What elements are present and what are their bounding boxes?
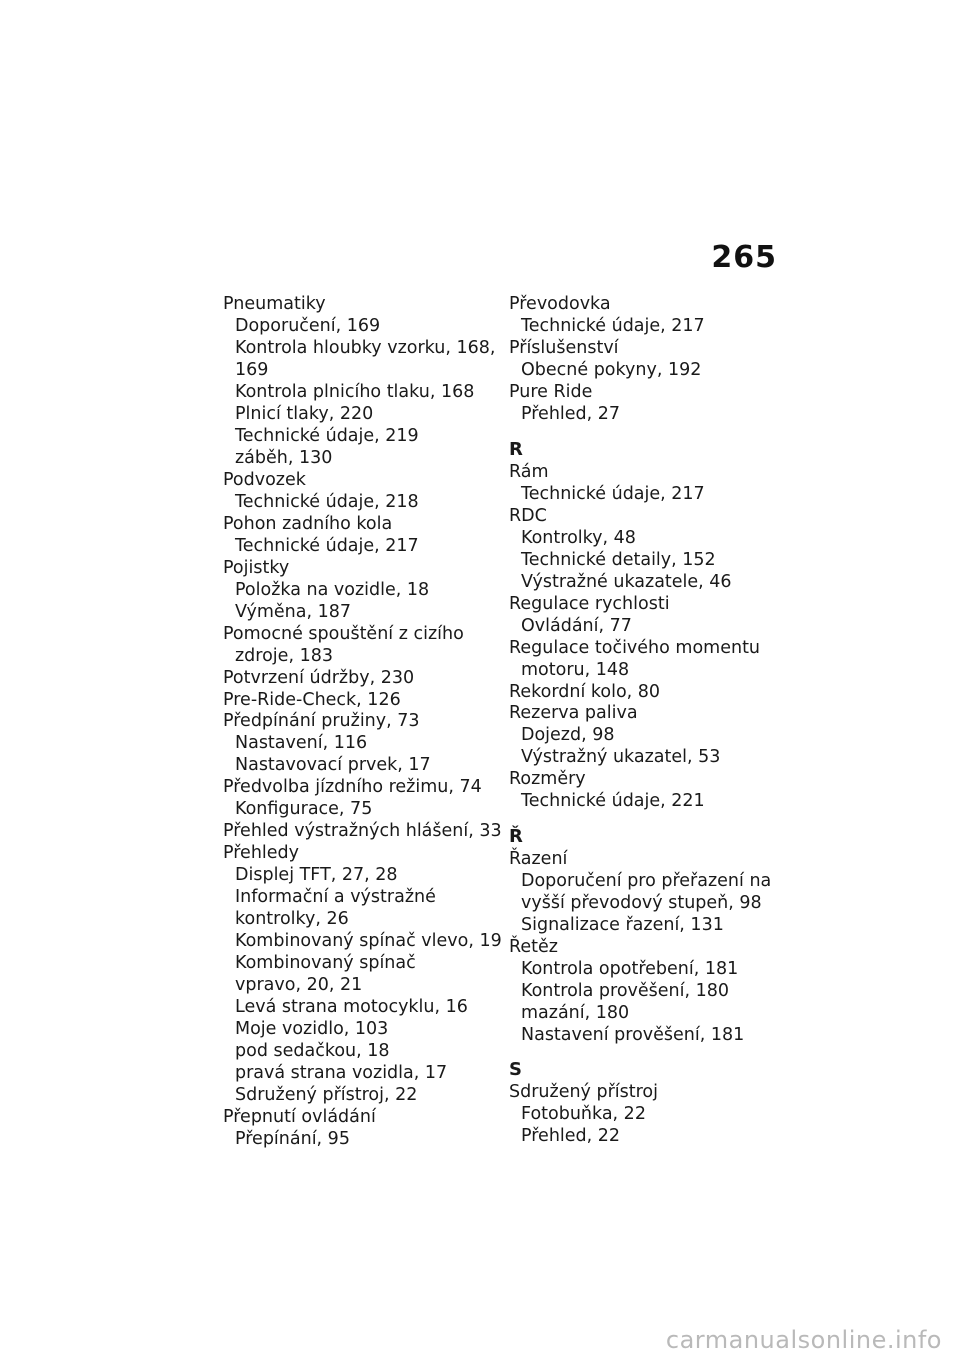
index-subentry: Fotobuňka, 22	[521, 1104, 646, 1124]
index-subentry: Nastavení prověšení, 181	[521, 1024, 745, 1045]
index-subentry: Kontrola hloubky vzorku, 168,	[235, 338, 496, 358]
index-entry: Přehledy	[223, 842, 300, 863]
index-entry: Regulace rychlosti	[509, 593, 670, 614]
index-entry: Převodovka	[509, 294, 611, 314]
index-subentry: pod sedačkou, 18	[235, 1040, 390, 1061]
page-number: 265	[711, 240, 777, 275]
index-subentry: Nastavení, 116	[235, 733, 368, 753]
index-subentry: Signalizace řazení, 131	[521, 914, 724, 935]
index-subentry: Doporučení pro přeřazení na	[521, 870, 772, 891]
index-subentry: Přehled, 22	[521, 1126, 621, 1146]
index-letter-heading: S	[509, 1059, 522, 1080]
index-subentry: Přepínání, 95	[235, 1128, 350, 1149]
index-letter-heading: Ř	[509, 825, 523, 847]
index-entry: Řetěz	[509, 936, 558, 957]
index-subentry: Kontrola plnicího tlaku, 168	[235, 382, 475, 402]
index-subentry: Konfigurace, 75	[235, 799, 373, 819]
index-entry: Řazení	[509, 848, 568, 869]
index-entry: Příslušenství	[509, 338, 619, 358]
index-subentry: Technické údaje, 217	[521, 483, 705, 504]
index-entry: Pojistky	[223, 558, 290, 578]
index-subentry: Výměna, 187	[235, 602, 352, 622]
index-entry: Potvrzení údržby, 230	[223, 668, 415, 688]
index-entry: Pneumatiky	[223, 294, 326, 314]
index-subentry: Technické údaje, 217	[521, 316, 705, 336]
index-subentry: mazání, 180	[521, 1002, 630, 1023]
index-subentry: Technické údaje, 217	[235, 536, 419, 556]
index-subentry: záběh, 130	[235, 448, 333, 468]
index-entry: RDC	[509, 505, 547, 526]
index-subentry: Kontrolky, 48	[521, 527, 636, 548]
index-column-left	[223, 293, 503, 1151]
index-entry: Přehled výstražných hlášení, 33	[223, 821, 502, 841]
index-subentry: Sdružený přístroj, 22	[235, 1084, 418, 1105]
index-subentry: Plnicí tlaky, 220	[235, 404, 374, 424]
index-subentry: Výstražný ukazatel, 53	[521, 747, 721, 767]
index-subentry: zdroje, 183	[235, 646, 333, 666]
index-subentry: Přehled, 27	[521, 404, 621, 424]
index-subentry: vpravo, 20, 21	[235, 974, 363, 995]
index-subentry: Levá strana motocyklu, 16	[235, 996, 468, 1017]
index-entry: Předpínání pružiny, 73	[223, 711, 420, 731]
index-subentry: Položka na vozidle, 18	[235, 580, 430, 600]
index-subentry: Obecné pokyny, 192	[521, 360, 702, 380]
watermark: carmanualsonline.info	[665, 1326, 942, 1354]
index-entry: Rám	[509, 461, 549, 482]
index-subentry: vyšší převodový stupeň, 98	[521, 892, 762, 913]
index-subentry: Technické údaje, 219	[235, 426, 419, 446]
index-subentry: Technické detaily, 152	[521, 549, 716, 570]
index-entry: Předvolba jízdního režimu, 74	[223, 777, 482, 797]
index-entry: Pre-Ride-Check, 126	[223, 689, 401, 710]
index-entry: Pomocné spouštění z cizího	[223, 624, 464, 644]
index-subentry: pravá strana vozidla, 17	[235, 1062, 448, 1083]
index-entry: Sdružený přístroj	[509, 1082, 658, 1102]
index-subentry: Kombinovaný spínač	[235, 952, 416, 973]
index-entry: Podvozek	[223, 470, 306, 490]
index-subentry: kontrolky, 26	[235, 908, 349, 929]
index-subentry: Nastavovací prvek, 17	[235, 755, 431, 775]
index-entry: Přepnutí ovládání	[223, 1106, 376, 1127]
index-subentry: Ovládání, 77	[521, 615, 632, 636]
index-entry: Pure Ride	[509, 382, 593, 402]
index-subentry: Kontrola prověšení, 180	[521, 980, 730, 1001]
index-entry: Rekordní kolo, 80	[509, 681, 661, 702]
index-subentry: 169	[235, 360, 269, 380]
index-entry: Rozměry	[509, 769, 586, 789]
index-subentry: Technické údaje, 221	[521, 791, 705, 811]
index-entry: Pohon zadního kola	[223, 514, 393, 534]
index-letter-heading: R	[509, 438, 523, 460]
index-subentry: Moje vozidlo, 103	[235, 1018, 389, 1039]
index-subentry: Technické údaje, 218	[235, 492, 419, 512]
index-subentry: Displej TFT, 27, 28	[235, 864, 398, 885]
index-subentry: Dojezd, 98	[521, 725, 615, 745]
index-subentry: Kombinovaný spínač vlevo, 19	[235, 930, 502, 951]
index-subentry: Výstražné ukazatele, 46	[521, 571, 732, 592]
index-subentry: Informační a výstražné	[235, 886, 436, 907]
index-subentry: Kontrola opotřebení, 181	[521, 958, 739, 979]
index-column-right	[509, 293, 789, 1148]
index-subentry: motoru, 148	[521, 659, 630, 680]
index-entry: Rezerva paliva	[509, 703, 638, 723]
index-subentry: Doporučení, 169	[235, 316, 381, 336]
index-entry: Regulace točivého momentu	[509, 637, 761, 658]
